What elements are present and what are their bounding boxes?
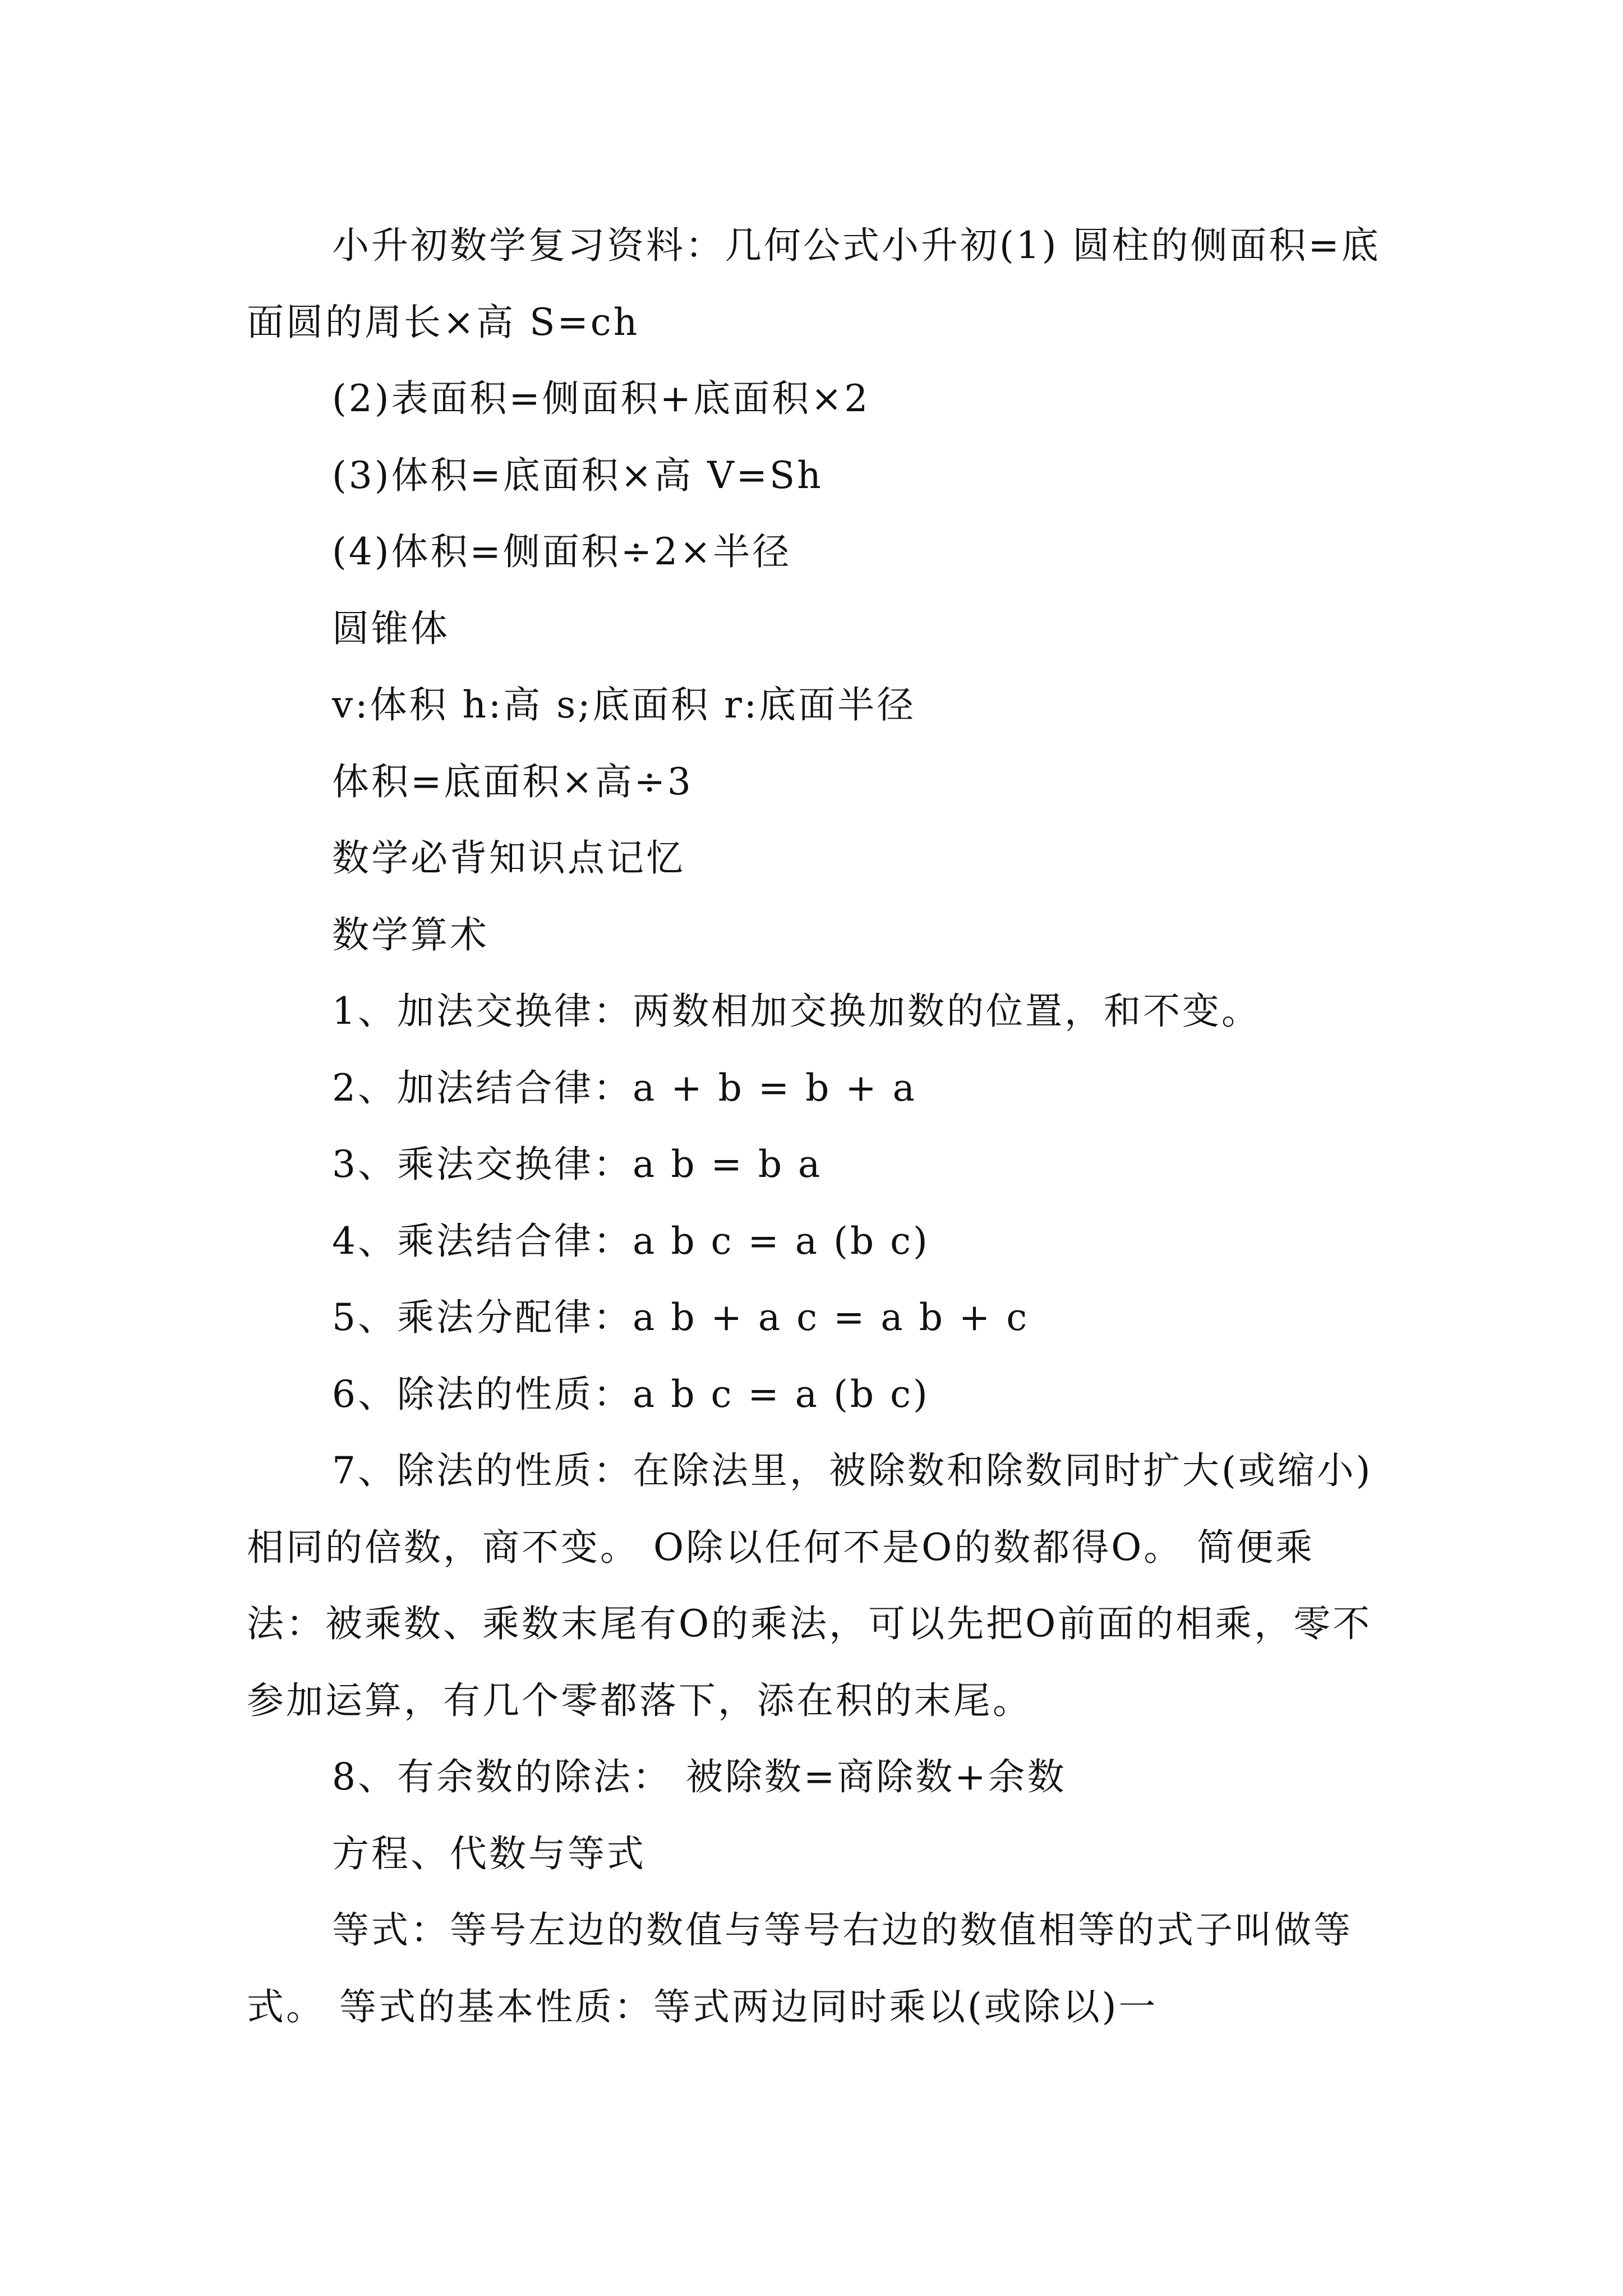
paragraph-rule-3: 3、乘法交换律：a b = b a xyxy=(332,1143,823,1186)
paragraph-cylinder-lateral-area: 小升初数学复习资料：几何公式小升初(1) 圆柱的侧面积=底面圆的周长×高 S=ch xyxy=(247,224,1381,344)
paragraph-memory-heading: 数学必背知识点记忆 xyxy=(332,836,685,880)
paragraph-arithmetic-heading: 数学算术 xyxy=(332,913,489,956)
paragraph-surface-area: (2)表面积=侧面积+底面积×2 xyxy=(332,377,870,420)
paragraph-rule-5: 5、乘法分配律：a b + a c = a b + c xyxy=(332,1296,1030,1339)
paragraph-rule-7: 7、除法的性质：在除法里，被除数和除数同时扩大(或缩小)相同的倍数，商不变。 O除以任何不是O的数都得O。 简便乘法：被乘数、乘数末尾有O的乘法，可以先把O前面的相乘，零不参加运算，有几个零都落下，添在积的末尾。 xyxy=(247,1449,1373,1722)
document-body xyxy=(247,208,1391,2045)
paragraph-rule-1: 1、加法交换律：两数相加交换加数的位置，和不变。 xyxy=(332,990,1261,1033)
paragraph-rule-4: 4、乘法结合律：a b c = a (b c) xyxy=(332,1219,930,1263)
paragraph-volume: (3)体积=底面积×高 V=Sh xyxy=(332,453,823,497)
paragraph-cone-volume: 体积=底面积×高÷3 xyxy=(332,760,693,803)
paragraph-rule-8: 8、有余数的除法： 被除数=商除数+余数 xyxy=(332,1755,1067,1798)
paragraph-cone-symbols: v:体积 h:高 s;底面积 r:底面半径 xyxy=(332,683,916,726)
paragraph-rule-6: 6、除法的性质：a b c = a (b c) xyxy=(332,1372,930,1416)
paragraph-rule-2: 2、加法结合律：a + b = b + a xyxy=(332,1066,917,1110)
paragraph-equations-heading: 方程、代数与等式 xyxy=(332,1832,646,1875)
paragraph-volume-alt: (4)体积=侧面积÷2×半径 xyxy=(332,530,792,573)
paragraph-equation-definition: 等式：等号左边的数值与等号右边的数值相等的式子叫做等式。 等式的基本性质：等式两边同时乘以(或除以)一 xyxy=(247,1908,1353,2028)
paragraph-cone-heading: 圆锥体 xyxy=(332,606,450,650)
